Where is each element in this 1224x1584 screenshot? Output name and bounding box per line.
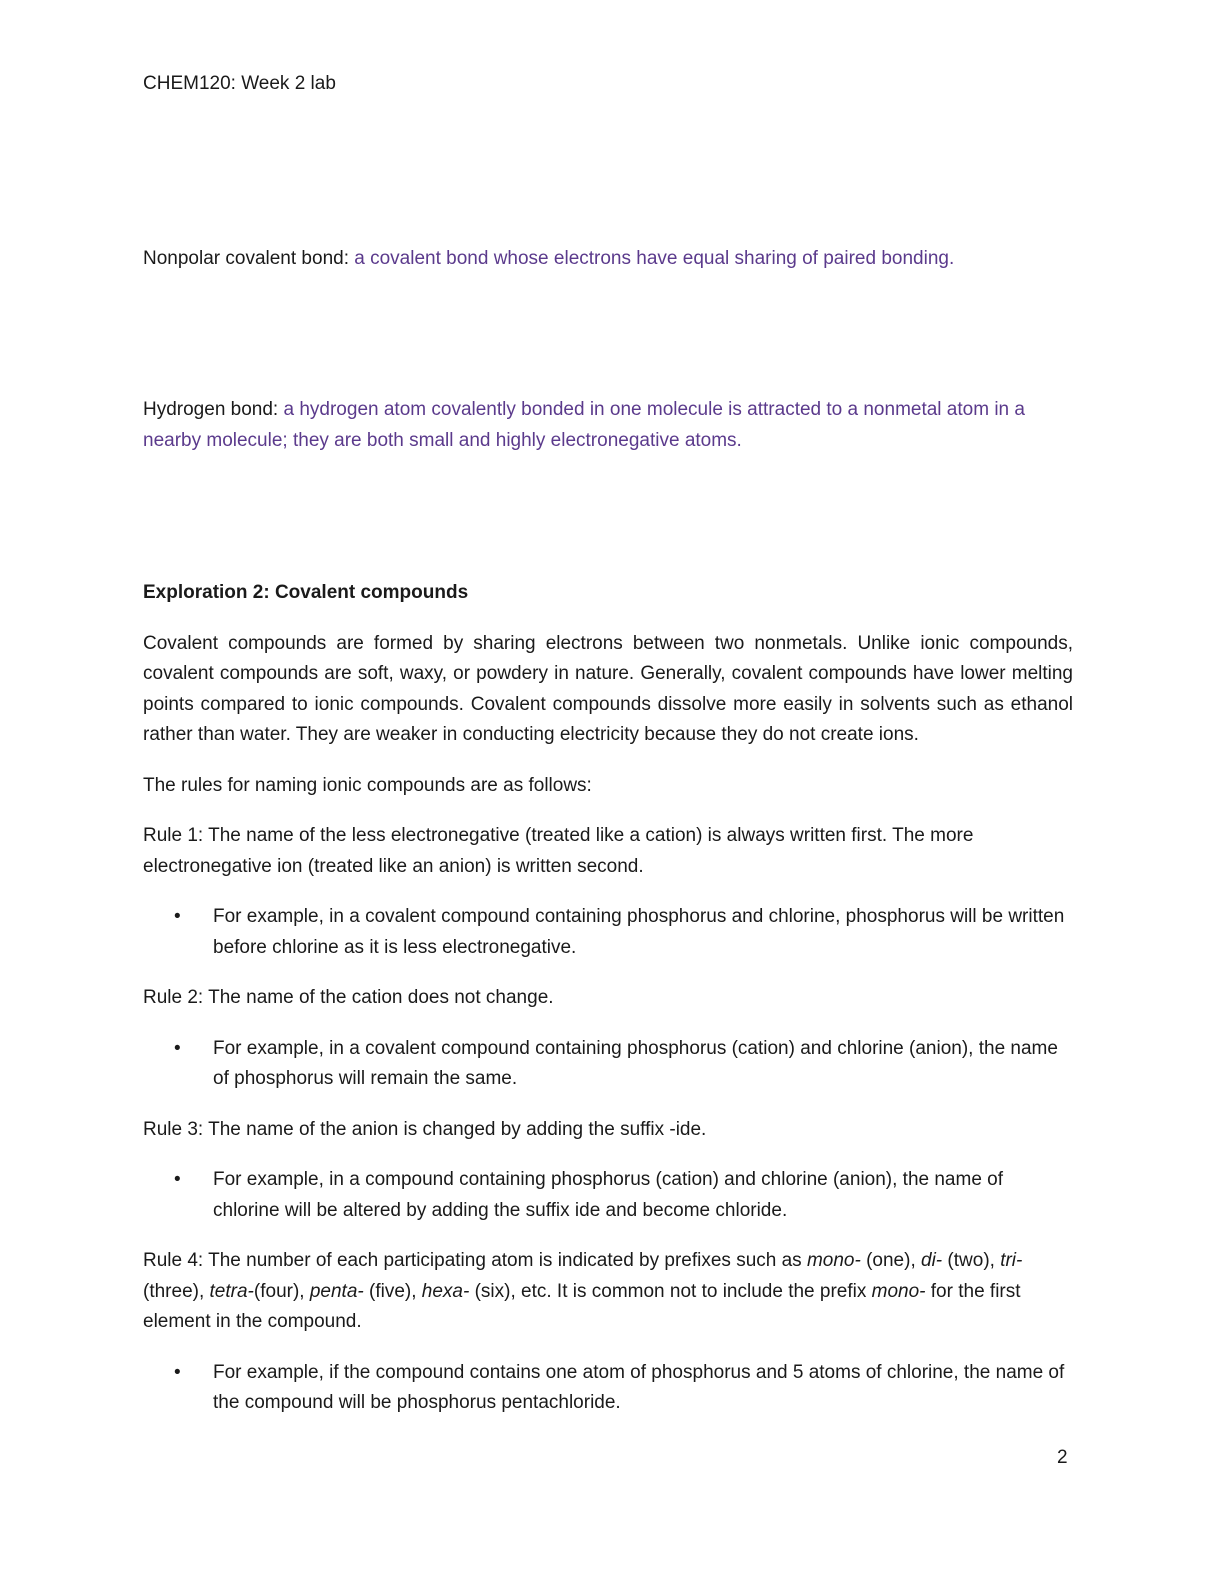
- page-number: 2: [1057, 1447, 1068, 1468]
- rule-4-text: Rule 4: The number of each participating atom is indicated by prefixes such as: [143, 1250, 807, 1271]
- rule-4-text: (five),: [363, 1280, 422, 1302]
- definition-term: Hydrogen bond:: [143, 399, 279, 420]
- bullet-icon: •: [174, 1361, 181, 1383]
- definition-answer: a hydrogen atom covalently bonded in one molecule is attracted to a nonmetal atom in a nearby molecule; they are both small and highly electronegative atoms.: [143, 399, 1025, 451]
- prefix-penta: penta-: [309, 1280, 364, 1302]
- rule-4-text: for the first element in the compound.: [143, 1280, 1021, 1332]
- page-header: CHEM120: Week 2 lab: [143, 73, 336, 94]
- example-text: For example, if the compound contains one atom of phosphorus and 5 atoms of chlorine, the name of the compound will be phosphorus pentachloride.: [213, 1361, 1065, 1413]
- definition-answer: a covalent bond whose electrons have equal sharing of paired bonding.: [354, 248, 955, 269]
- rule-4: [143, 1246, 1073, 1338]
- example-text: For example, in a covalent compound containing phosphorus and chlorine, phosphorus will be written before chlorine as it is less electronegative.: [213, 906, 1065, 958]
- prefix-mono: mono-: [871, 1280, 926, 1302]
- definition-nonpolar-covalent-bond: [143, 243, 1073, 274]
- rule-4-text: (four),: [253, 1280, 310, 1302]
- rule-3-example: [143, 1165, 1073, 1226]
- bullet-icon: •: [174, 906, 181, 927]
- prefix-tri: tri-: [1000, 1250, 1023, 1271]
- prefix-tetra: tetra-: [209, 1280, 254, 1302]
- definition-hydrogen-bond: [143, 394, 1073, 456]
- example-text: For example, in a compound containing phosphorus (cation) and chlorine (anion), the name of chlorine will be altered by adding the suffix ide and become chloride.: [213, 1169, 1004, 1221]
- rule-3: Rule 3: The name of the anion is changed by adding the suffix -ide.: [143, 1118, 707, 1140]
- rule-4-text: (three),: [143, 1280, 210, 1302]
- example-text: For example, in a covalent compound containing phosphorus (cation) and chlorine (anion), the name of phosphorus will remain the same.: [213, 1037, 1058, 1089]
- section-exploration-2: [143, 578, 1073, 1439]
- prefix-hexa: hexa-: [421, 1280, 470, 1302]
- rule-1: Rule 1: The name of the less electronegative (treated like a cation) is always written first. The more electronegative ion (treated like an anion) is written second.: [143, 825, 974, 877]
- rule-2-example: [143, 1034, 1073, 1095]
- rule-1-example: [143, 902, 1073, 963]
- definition-term: Nonpolar covalent bond:: [143, 248, 349, 269]
- section-heading: Exploration 2: Covalent compounds: [143, 582, 469, 603]
- prefix-di: di-: [921, 1250, 943, 1271]
- rule-4-text: (six), etc. It is common not to include the prefix: [469, 1280, 872, 1302]
- intro-paragraph: Covalent compounds are formed by sharing electrons between two nonmetals. Unlike ionic compounds, covalent compounds are soft, waxy, or powdery in nature. Generally, covalent compounds have lower melting points compared to ionic compounds. Covalent compounds dissolve more easily in solvents such as ethanol rather than water. They are weaker in conducting electricity because they do not create ions.: [143, 632, 1073, 745]
- bullet-icon: •: [174, 1169, 181, 1190]
- bullet-icon: •: [174, 1037, 181, 1059]
- prefix-mono: mono-: [806, 1250, 861, 1271]
- rule-4-text: (two),: [942, 1250, 1001, 1271]
- rules-intro: The rules for naming ionic compounds are as follows:: [143, 774, 592, 796]
- rule-4-text: (one),: [860, 1250, 922, 1271]
- rule-4-example: [143, 1358, 1073, 1419]
- rule-2: Rule 2: The name of the cation does not change.: [143, 987, 554, 1008]
